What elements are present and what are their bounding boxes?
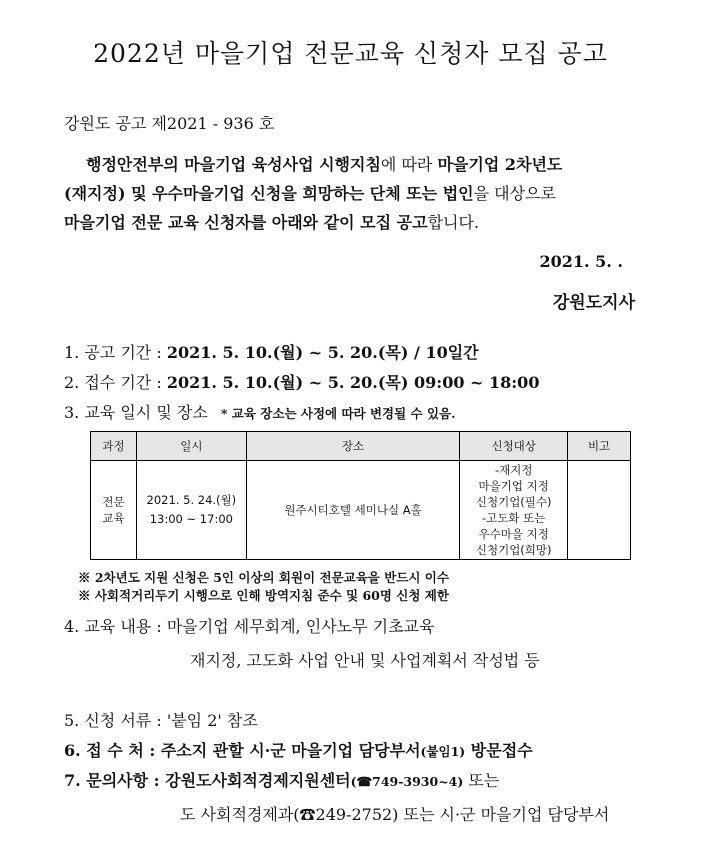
item-value: 마을기업 세무회계, 인사노무 기초교육 [166, 617, 435, 636]
header-course: 과정 [91, 432, 137, 461]
intro-text: 행정안전부의 마을기업 육성사업 시행지침 [86, 155, 381, 174]
intro-text: 합니다. [427, 213, 480, 232]
item-text: 방문접수 [465, 741, 533, 760]
cell-line: 전문 [102, 495, 125, 509]
cell-line: 13:00 ~ 17:00 [149, 512, 233, 526]
cell-line: -고도화 또는 [482, 511, 546, 525]
item-text: (붙임1) [420, 744, 466, 759]
cell-remark [568, 461, 631, 560]
item-phone: (☎749-3930~4) [350, 774, 464, 789]
item-text: 6. 접 수 처 : 주소지 관할 시·군 마을기업 담당부서 [64, 741, 421, 760]
item-2 [64, 370, 539, 393]
item-4-line-2: 재지정, 고도화 사업 안내 및 사업계획서 작성법 등 [190, 651, 540, 670]
intro-text: 마을기업 2차년도 [437, 155, 563, 174]
issuer: 강원도지사 [552, 293, 635, 313]
cell-line: -재지정 [494, 463, 533, 477]
cell-line: 마을기업 지정 [478, 479, 549, 493]
intro-line-1 [86, 152, 562, 175]
announcement-date: 2021. 5. . [539, 252, 623, 271]
cell-line: 교육 [102, 511, 125, 525]
item-7-line-2: 도 사회적경제과(☎249-2752) 또는 시·군 마을기업 담당부서 [180, 805, 610, 824]
header-remark: 비고 [568, 432, 631, 461]
note-1: ※ 2차년도 지원 신청은 5인 이상의 회원이 전문교육을 반드시 이수 [78, 570, 449, 585]
intro-text: 을 대상으로 [473, 184, 556, 203]
item-4 [64, 614, 434, 637]
note-2: ※ 사회적거리두기 시행으로 인해 방역지침 준수 및 60명 신청 제한 [78, 588, 449, 603]
cell-datetime [136, 461, 246, 560]
item-label: 4. 교육 내용 : [64, 617, 167, 636]
header-place: 장소 [246, 432, 460, 461]
item-note: * 교육 장소는 사정에 따라 변경될 수 있음. [220, 406, 456, 421]
cell-line: 2021. 5. 24.(월) [146, 493, 237, 507]
intro-text: 에 따라 [380, 155, 438, 174]
item-label: 7. 문의사항 : [64, 771, 166, 790]
item-value: 강원도사회적경제지원센터 [165, 771, 351, 790]
notice-number: 강원도 공고 제2021 - 936 호 [64, 114, 275, 133]
item-value: 2021. 5. 10.(월) ~ 5. 20.(목) / 10일간 [166, 343, 479, 362]
item-3 [64, 400, 455, 423]
item-5: 5. 신청 서류 : '붙임 2' 참조 [64, 711, 258, 730]
item-6 [64, 738, 533, 761]
item-label: 1. 공고 기간 : [64, 343, 167, 362]
item-label: 2. 접수 기간 : [64, 373, 167, 392]
cell-line: 우수마을 지정 [478, 527, 549, 541]
cell-line: 신청기업(희망) [475, 543, 552, 557]
cell-line: 신청기업(필수) [475, 495, 552, 509]
table-header-row [91, 432, 631, 461]
item-value: 2021. 5. 10.(월) ~ 5. 20.(목) 09:00 ~ 18:00 [166, 373, 540, 392]
header-datetime: 일시 [136, 432, 246, 461]
table-row [91, 461, 631, 560]
intro-text: 마을기업 전문 교육 신청자를 아래와 같이 모집 공고 [64, 213, 428, 232]
education-table [90, 431, 631, 560]
cell-place: 원주시티호텔 세미나실 A홀 [246, 461, 460, 560]
item-label: 3. 교육 일시 및 장소 [64, 403, 208, 422]
page-title: 2022년 마을기업 전문교육 신청자 모집 공고 [93, 39, 608, 68]
item-1 [64, 340, 479, 363]
item-7 [64, 768, 499, 791]
header-target: 신청대상 [460, 432, 568, 461]
item-text: 또는 [463, 771, 500, 790]
cell-course [91, 461, 137, 560]
intro-line-2 [64, 181, 556, 204]
intro-line-3 [64, 210, 479, 233]
intro-text: (재지정) 및 우수마을기업 신청을 희망하는 단체 또는 법인 [64, 184, 474, 203]
cell-target [460, 461, 568, 560]
